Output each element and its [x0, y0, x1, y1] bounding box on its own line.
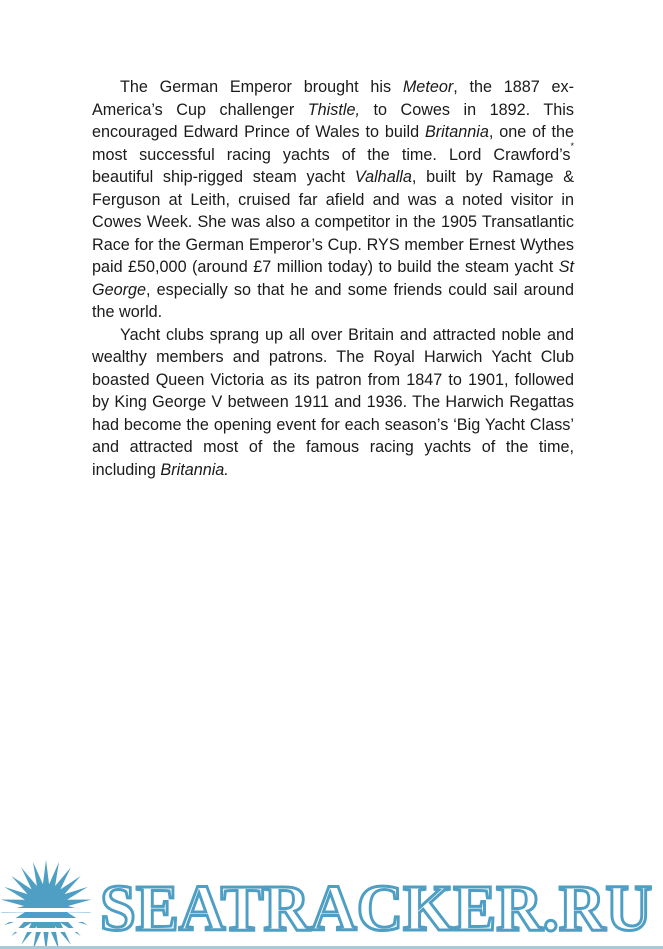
text-run: to Cowes in 1892. This encouraged Edward Prince of Wales to build — [92, 100, 574, 141]
paragraph-1 — [92, 76, 574, 324]
text-run: Yacht clubs sprang up all over Britain and attracted noble and wealthy members and patrons. The Royal Harwich Yacht Club boasted Queen Victoria as its patron from 1847 to 1901, followed by King George V between 1911 and 1936. The Harwich Regattas had become the opening event for each season’s ‘Big Yacht Class’ and attracted most of the famous racing yachts of the time, including — [92, 325, 574, 479]
page-body — [92, 76, 574, 481]
paragraph-2 — [92, 324, 574, 482]
yacht-name-valhalla: Valhalla — [354, 168, 412, 186]
text-run: The German Emperor brought his — [120, 78, 403, 96]
watermark — [0, 848, 663, 949]
text-run: , one of the most successful racing yachts of the time. Lord Crawford’s — [92, 123, 574, 164]
sun-burst-icon — [0, 860, 96, 949]
yacht-name-britannia: Britannia — [424, 123, 489, 141]
watermark-text: SEATRACKER.RU — [100, 872, 652, 945]
yacht-name-st-george: St George — [92, 258, 574, 299]
watermark-graphic — [0, 848, 663, 949]
text-run: , built by Ramage & Ferguson at Leith, cruised far afield and was a noted visitor in Cowes Week. She was also a competitor in the 1905 Transatlantic Race for the German Emperor’s Cup. RYS member Ernest Wythes paid £50,000 (around £7 million today) to build the steam yacht — [92, 168, 574, 276]
yacht-name-britannia: Britannia. — [160, 460, 229, 479]
yacht-name-thistle: Thistle, — [307, 100, 360, 119]
text-run: , especially so that he and some friends could sail around the world. — [92, 280, 574, 321]
yacht-name-meteor: Meteor — [402, 78, 454, 96]
footnote-marker: * — [570, 140, 574, 151]
text-run: , the 1887 ex-America’s Cup challenger — [92, 78, 574, 119]
text-run: beautiful ship-rigged steam yacht — [92, 168, 355, 186]
